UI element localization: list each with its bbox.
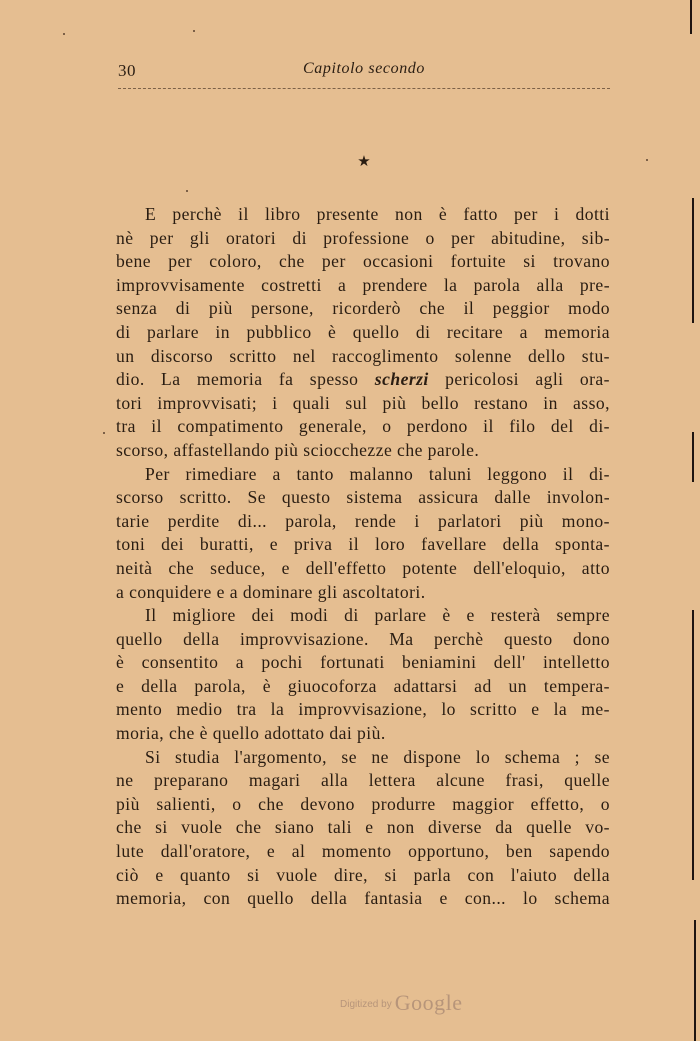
scan-dust bbox=[646, 159, 648, 161]
text-line: bene per coloro, che per occasioni fortuite si trovano bbox=[116, 251, 610, 272]
text-line: senza di più persone, ricorderò che il peggior modo bbox=[116, 298, 610, 319]
text-line: nè per gli oratori di professione o per abitudine, sib- bbox=[116, 227, 610, 248]
scan-edge-mark bbox=[694, 920, 696, 1041]
scan-dust bbox=[63, 33, 65, 35]
text-line: di parlare in pubblico è quello di recitare a memoria bbox=[116, 321, 610, 342]
text-line: ne preparano magari alla lettera alcune frasi, quelle bbox=[116, 770, 610, 791]
text-line: scorso, affastellando più sciocchezze che parole. bbox=[116, 439, 480, 460]
scan-edge-mark bbox=[692, 432, 694, 482]
text-line: tarie perdite di... parola, rende i parlatori più mono- bbox=[116, 510, 610, 531]
text-line: moria, che è quello adottato dai più. bbox=[116, 723, 386, 744]
text-line: memoria, con quello della fantasia e con... lo schema bbox=[116, 888, 610, 909]
scan-edge-mark bbox=[692, 198, 694, 323]
text-line: a conquidere e a dominare gli ascoltatori. bbox=[116, 581, 426, 602]
text-line: neità che seduce, e dell'effetto potente dell'eloquio, atto bbox=[116, 557, 610, 578]
text-line: è consentito a pochi fortunati beniamini dell' intelletto bbox=[116, 652, 610, 673]
text-line: Il migliore dei modi di parlare è e resterà sempre bbox=[145, 605, 610, 626]
text-line: mento medio tra la improvvisazione, lo scritto e la me- bbox=[116, 699, 610, 720]
text-line: toni dei buratti, e priva il loro favellare della sponta- bbox=[116, 534, 610, 555]
page-header bbox=[118, 58, 610, 88]
text-line: che si vuole che siano tali e non diverse da quelle vo- bbox=[116, 817, 610, 838]
digitized-by-google-watermark bbox=[340, 990, 462, 1016]
header-rule bbox=[118, 88, 610, 89]
text-line: dio. La memoria fa spesso scherzi pericolosi agli ora- bbox=[116, 369, 610, 390]
star-ornament-icon: ★ bbox=[357, 152, 371, 170]
scan-dust bbox=[103, 432, 105, 434]
body-text bbox=[116, 203, 610, 911]
text-line: scorso scritto. Se questo sistema assicura dalle involon- bbox=[116, 487, 610, 508]
text-line: quello della improvvisazione. Ma perchè questo dono bbox=[116, 628, 610, 649]
text-line: improvvisamente costretti a prendere la parola alla pre- bbox=[116, 274, 610, 295]
text-line: Si studia l'argomento, se ne dispone lo schema ; se bbox=[145, 746, 610, 767]
text-line: tra il compatimento generale, o perdono il filo del di- bbox=[116, 416, 610, 437]
watermark-prefix: Digitized by bbox=[340, 999, 392, 1010]
text-line: Per rimediare a tanto malanno taluni leggono il di- bbox=[145, 463, 610, 484]
watermark-brand: Google bbox=[394, 990, 463, 1015]
text-line: lute dall'oratore, e al momento opportuno, ben sapendo bbox=[116, 841, 610, 862]
scan-edge-mark bbox=[692, 610, 694, 880]
text-line: più salienti, o che devono produrre maggior effetto, o bbox=[116, 793, 610, 814]
running-title: Capitolo secondo bbox=[302, 60, 426, 77]
scan-edge-mark bbox=[690, 0, 692, 34]
emphasized-word: scherzi bbox=[374, 369, 429, 390]
text-line: tori improvvisati; i quali sul più bello restano in asso, bbox=[116, 392, 610, 413]
scan-dust bbox=[186, 190, 188, 192]
text-line: e della parola, è giuocoforza adattarsi ad un tempera- bbox=[116, 675, 610, 696]
text-line: ciò e quanto si vuole dire, si parla con l'aiuto della bbox=[116, 864, 610, 885]
text-line: un discorso scritto nel raccoglimento solenne dello stu- bbox=[116, 345, 610, 366]
text-line: E perchè il libro presente non è fatto per i dotti bbox=[145, 204, 610, 224]
scan-dust bbox=[193, 30, 195, 32]
page-number: 30 bbox=[118, 61, 136, 80]
